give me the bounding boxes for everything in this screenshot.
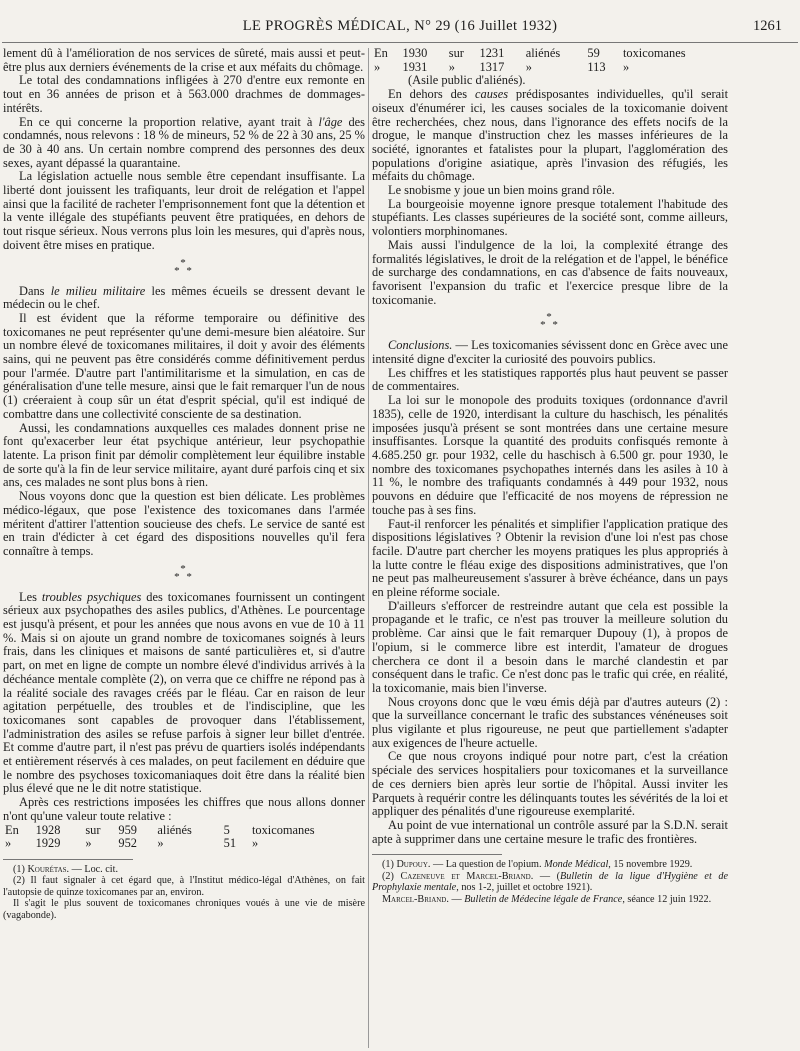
column-separator	[368, 48, 369, 1048]
table-row	[3, 837, 365, 851]
section-divider-stars: * * *	[174, 562, 194, 583]
paragraph: Aussi, les condamnations auxquelles ces malades donnent prise ne font qu'exacerber leur état psychique antérieur, leur psychopathie latente. La prison finit par démolir complètement leur équilibre instable de sorte qu'à la fin de leur service militaire, ayant duré parfois cinq et six ans, ces malades ne sont plus bons à rien.	[3, 420, 365, 490]
table-cell: 959	[118, 822, 137, 837]
table-cell: 1931	[402, 59, 428, 74]
paragraph: En ce qui concerne la proportion relative, ayant trait à l'âge des condamnés, nous relevons : 18 % de mineurs, 52 % de 22 à 30 ans, 25 % de 30 à 40 ans. Un certain nombre comprend des personnes des deux sexes, ayant dépassé la quarantaine.	[3, 114, 365, 170]
table-cell: 1928	[35, 822, 61, 837]
table-cell: »	[448, 59, 455, 74]
table-row	[372, 47, 728, 61]
table-cell: 51	[223, 836, 237, 851]
table-cell: 1317	[479, 59, 505, 74]
paragraph: Faut-il renforcer les pénalités et simplifier l'application pratique des dispositions législatives ? Obtenir la revision d'une loi n'est pas chose facile. D'autre part chercher les moyens pratiques les plus appropriés à la lutte contre le fléau exige des dispositions administratives, que l'on ne peut pas malheureusement s'assurer à brève échéance, dans un pays en pleine réforme sociale.	[372, 516, 728, 600]
footnote: Il s'agit le plus souvent de toxicomanes chroniques voués à une vie de misère (vagabonde).	[3, 898, 365, 921]
footnotes	[3, 864, 365, 921]
table-cell: aliénés	[525, 46, 561, 60]
table-cell: »	[5, 836, 12, 851]
paragraph: Au point de vue international un contrôle assuré par la S.D.N. serait apte à supprimer dans une certaine mesure le trafic des frontières.	[372, 817, 728, 846]
paragraph: Ce que nous croyons indiqué pour notre part, c'est la création spéciale des services hospitaliers pour toxicomanes et la surveillance de ces derniers bien après leur sortie de l'hôpital. Aussi inviter les Parquets à requérir contre les délinquants toutes les sévérités de la loi et appliquer des pénalités d'une rigoureuse exemplarité.	[372, 749, 728, 819]
table-cell: »	[622, 59, 630, 74]
paragraph: La bourgeoisie moyenne ignore presque totalement l'habitude des stupéfiants. Les classes supérieures de la société sont, comme ailleurs, volontiers morphinomanes.	[372, 196, 728, 239]
paragraph: Le snobisme y joue un bien moins grand rôle.	[388, 183, 615, 198]
table-cell: 113	[587, 59, 606, 74]
section-divider-stars: * * *	[540, 311, 560, 332]
table-cell: toxicomanes	[251, 822, 315, 837]
paragraph: En dehors des causes prédisposantes individuelles, qu'il serait oiseux d'énumérer ici, les causes sociales de la toxicomanie doivent être recherchées, chez nous, dans l'ignorance des effets nocifs de la drogue, le manque d'instruction chez les masses inférieures de la société, ignorantes et fatalistes pour la plupart, l'agglomération des populations d'origine asiatique, après l'invasion des réfugiés, les méfaits du chômage.	[372, 87, 729, 184]
paragraph: Les chiffres et les statistiques rapportés plus haut peuvent se passer de commentaires.	[372, 365, 728, 394]
statistics-table	[3, 824, 365, 851]
footnote: (2) Cazeneuve et Marcel-Briand. — (Bulletin de la ligue d'Hygiène et de Prophylaxie mentale, nos 1-2, juillet et octobre 1921).	[372, 870, 728, 894]
table-cell: aliénés	[157, 822, 192, 837]
left-column	[3, 47, 365, 921]
paragraph: lement dû à l'amélioration de nos services de sûreté, mais aussi et peut-être plus aux derniers événements de la crise et aux méfaits du chômage.	[3, 46, 365, 74]
paragraph: Le total des condamnations infligées à 270 d'entre eux remonte en tout en 36 années de prison et à 563.000 drachmes de dommages-intérêts.	[3, 73, 365, 115]
table-cell: 952	[118, 836, 137, 851]
table-cell: »	[374, 59, 381, 74]
table-cell: toxicomanes	[622, 46, 686, 60]
paragraph: Les troubles psychiques des toxicomanes fournissent un contingent sérieux aux psychopathes des asiles publics, d'Athènes. Le pourcentage est jusqu'à présent, et pour les années que nous avons en vue de 10 à 11 %. Mais si on ajoute un grand nombre de toxicomanes soignés à leurs frais, dans les cliniques et maisons de santé particulières et, si d'autre part, on met en ligne de compte un nombre élevé d'individus arrivés à la déchéance mentale complète (2), on verra que ce chiffre ne répond pas à la réalité sociale des ravages créés par le fléau. Car en raison de leur agitation perpétuelle, des troubles et de l'indiscipline, que les toxicomanes sont capables de provoquer dans l'établissement, l'administration des asiles se refuse parfois à signer leur billet d'entrée. Et comme d'autre part, il n'est pas prévu de quartiers isolés indépendants et entièrement réservés à ces malades, on peut facilement en déduire que le nombre des psychoses toxicomaniaques doit être dans la réalité bien plus élevé que ne le dit notre statistique.	[3, 589, 365, 796]
footnote: (2) Il faut signaler à cet égard que, à l'Institut médico-légal d'Athènes, on fait l'autopsie de quinze toxicomanes par an, environ.	[3, 875, 366, 898]
header-rule	[2, 42, 798, 43]
footnotes	[372, 859, 728, 905]
table-cell: 5	[223, 822, 230, 837]
table-cell: »	[251, 836, 259, 851]
footnote: Marcel-Briand. — Bulletin de Médecine légale de France, séance 12 juin 1922.	[382, 893, 712, 905]
paragraph: Il est évident que la réforme temporaire ou définitive des toxicomanes ne peut représenter qu'une demi-mesure bien aléatoire. Sur un nombre élevé de toxicomanes militaires, il doit y avoir des éléments sains, qui ne peuvent pas être considérés comme définitivement perdus pour l'armée. D'autre part l'antimilitarisme et la simulation, en cas de généralisation d'une telle mesure, ainsi que le fait remarquer l'un de nous (1) créeraient à coup sûr un état d'esprit spécial, qu'il est indiqué de combattre dans une collectivité consciente de sa destination.	[3, 310, 365, 421]
footnote-rule	[3, 859, 133, 860]
footnote: (1) Dupouy. — La question de l'opium. Monde Médical, 15 novembre 1929.	[382, 859, 693, 871]
paragraph: Après ces restrictions imposées les chiffres que nous allons donner n'ont qu'une valeur toute relative :	[3, 795, 365, 823]
table-cell: »	[525, 59, 532, 74]
footnote: (1) Kourétas. — Loc. cit.	[13, 863, 119, 875]
table-row	[3, 824, 365, 838]
table-cell: »	[157, 836, 164, 851]
section-divider-stars: * * *	[174, 256, 194, 277]
running-title: LE PROGRÈS MÉDICAL, N° 29 (16 Juillet 1932)	[242, 18, 558, 34]
table-cell: sur	[448, 46, 464, 60]
page-header	[0, 18, 800, 40]
table-note: (Asile public d'aliénés).	[408, 73, 526, 88]
table-cell: En	[5, 822, 19, 837]
table-cell: 59	[587, 46, 600, 60]
table-cell: 1930	[402, 46, 428, 60]
statistics-table	[372, 47, 728, 74]
paragraph: La loi sur le monopole des produits toxiques (ordonnance d'avril 1835), celle de 1920, interdisant la culture du haschisch, les pénalités imposées jusqu'à présent se sont montrées dans une certaine mesure insuffisantes. Lorsque la quantité des produits confisqués remonte à 4.685.250 gr. pour 1932, celle du haschisch à 6.500 gr. pour 1930, le nombre des toxicomanes psychopathes internés dans les asiles à 10 à 11 %, le nombre des trafiquants condamnés à 449 pour 1932, nous pouvons en déduire que l'efficacité de nos moyens de répression ne touche pas à ses fins.	[372, 393, 728, 517]
paragraph: Dans le milieu militaire les mêmes écueils se dressent devant le médecin ou le chef.	[3, 283, 365, 312]
table-cell: »	[85, 836, 92, 851]
paragraph: Conclusions. — Les toxicomanies sévissent donc en Grèce avec une intensité digne d'exciter la curiosité des pouvoirs publics.	[372, 338, 728, 367]
table-cell: sur	[85, 822, 101, 837]
footnote-rule	[372, 854, 502, 855]
paragraph: D'ailleurs s'efforcer de restreindre autant que cela est possible la propagande et le trafic, ce n'est pas trouver la meilleure solution du problème. Car ainsi que le fait remarquer Dupouy (1), à propos de l'opium, si le commerce libre est interdit, l'amateur de drogues cherchera ce dont il a besoin dans le marché clandestin et par conséquent dans le trafic. Ce n'est donc pas le trafic qui crée, en réalité, la toxicomanie, mais bien l'inverse.	[372, 598, 728, 695]
paragraph: Mais aussi l'indulgence de la loi, la complexité étrange des formalités législatives, le droit de la relégation et de l'appel, le bénéfice de surcharge des condamnations, en cas d'absence de faits nouveaux, favorisent l'expansion du trafic et l'exercice presque libre de la toxicomanie.	[372, 237, 728, 307]
table-cell: 1231	[479, 46, 505, 60]
right-column	[372, 47, 728, 905]
table-cell: En	[374, 46, 388, 60]
page-number: 1261	[753, 18, 782, 34]
paragraph: Nous croyons donc que le vœu émis déjà par d'autres auteurs (2) : que la surveillance concernant le trafic des substances vénéneuses soit plus vigilante et plus rigoureuse, ne peut que partiellement s'adapter aux exigences de l'heure actuelle.	[372, 694, 728, 750]
paragraph: La législation actuelle nous semble être cependant insuffisante. La liberté dont jouissent les trafiquants, leur droit de relégation et l'appel ainsi que la facilité de racheter l'emprisonnement font que la détention et la vente illégale des stupéfiants peuvent être pratiquées, en dehors de tout risque sérieux. Nous verrons plus loin les mesures, qui d'après nous, doivent être mises en pratique.	[3, 169, 365, 252]
paragraph: Nous voyons donc que la question est bien délicate. Les problèmes médico-légaux, que pose l'existence des toxicomanes dans l'armée méritent d'attirer l'attention soucieuse des chefs. Le service de santé est en train d'édicter à cet égard des dispositions nouvelles qu'il fera connaître à temps.	[3, 489, 365, 558]
table-cell: 1929	[35, 836, 61, 851]
table-row	[372, 61, 728, 75]
